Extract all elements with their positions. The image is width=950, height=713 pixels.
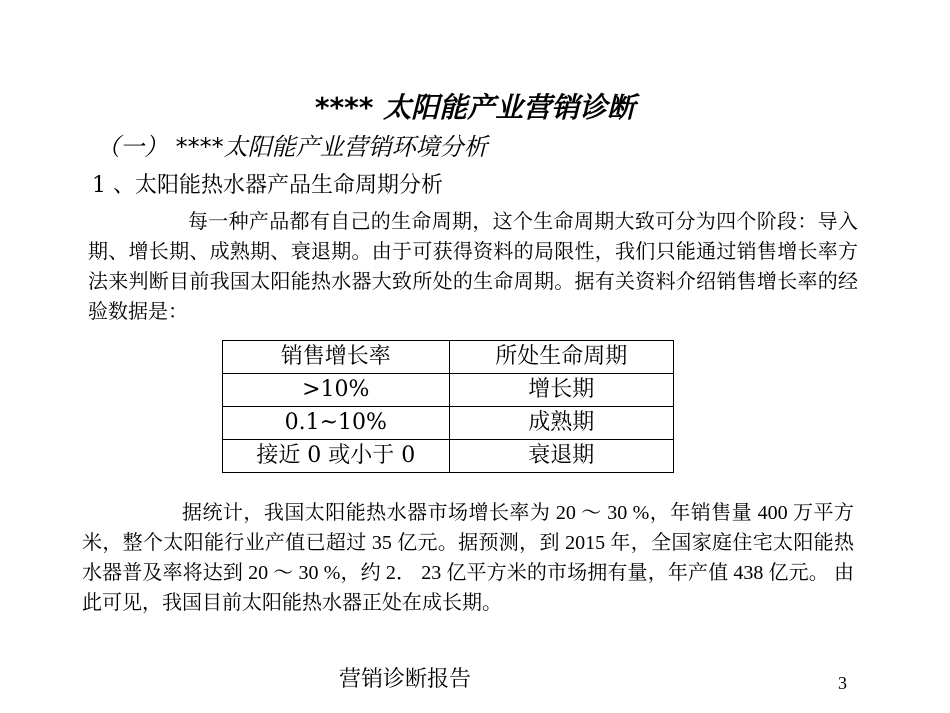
table-row: [223, 374, 674, 407]
section-heading: 1 、太阳能热水器产品生命周期分析: [92, 173, 443, 198]
table-row: [223, 440, 674, 473]
page-number: 3: [838, 673, 847, 693]
table-cell: 衰退期: [449, 440, 673, 473]
table-cell: 增长期: [449, 374, 673, 407]
page-title: **** 太阳能产业营销诊断: [314, 91, 636, 124]
growth-rate-table: [222, 340, 674, 473]
table-cell: 接近 0 或小于 0: [223, 440, 450, 473]
subtitle: （一） ****太阳能产业营销环境分析: [96, 133, 488, 161]
table-cell: >10%: [223, 374, 450, 407]
table-header-row: [223, 341, 674, 374]
table-row: [223, 407, 674, 440]
intro-paragraph: 每一种产品都有自己的生命周期，这个生命周期大致可分为四个阶段：导入期、增长期、成熟期、衰退期。由于可获得资料的局限性，我们只能通过销售增长率方法来判断目前我国太阳能热水器大致所处的生命周期。据有关资料介绍销售增长率的经验数据是：: [88, 209, 858, 323]
table-cell: 0.1~10%: [223, 407, 450, 440]
table-header-cell: 所处生命周期: [449, 341, 673, 374]
statistics-paragraph: 据统计，我国太阳能热水器市场增长率为 20 ～ 30 %，年销售量 400 万平方米，整个太阳能行业产值已超过 35 亿元。据预测，到 2015 年，全国家庭住宅太阳能热水器普及率将达到 20 ～ 30 %，约 2． 23 亿平方米的市场拥有量，年产值 438 亿元。 由此可见，我国目前太阳能热水器正处在成长期。: [82, 502, 854, 614]
footer-text: 营销诊断报告: [338, 667, 471, 692]
table-cell: 成熟期: [449, 407, 673, 440]
table-header-cell: 销售增长率: [223, 341, 450, 374]
